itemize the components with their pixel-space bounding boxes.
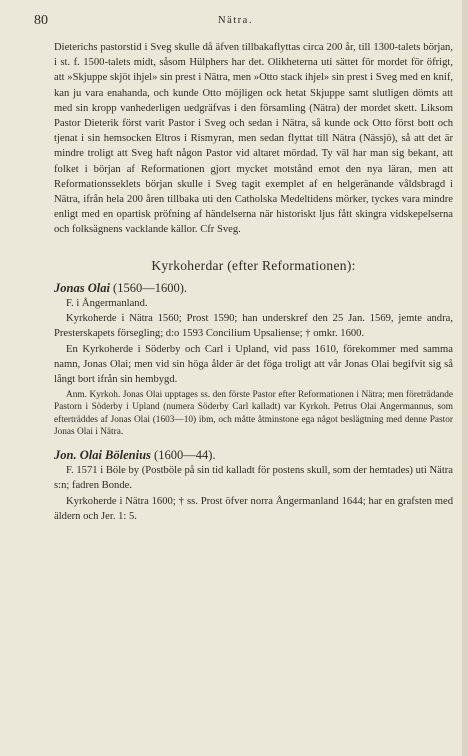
entry-spacer xyxy=(54,438,453,446)
entry-name: Jon. Olai Bölenius xyxy=(54,448,151,463)
page-edge xyxy=(462,0,468,756)
running-title: Nätra. xyxy=(218,15,253,26)
entry-paragraph: F. i Ångermanland. xyxy=(66,298,148,310)
entry-years: (1560—1600). xyxy=(113,280,187,295)
section-title: Kyrkoherdar (efter Reformationen): xyxy=(151,257,356,273)
entry-years: (1600—44). xyxy=(154,448,216,463)
entry-note: Anm. Kyrkoh. Jonas Olai upptages ss. den förste Pastor efter Reformationen i Nätra; men företrädande Pastorn i Söderby i Upland (numera Söderby Carl kalladt) var Kyrkoh. Petrus Olai Angermannus, som efterträddes af Jonas Olai (1603—10) ibm, och måtte åtminstone ega något beslägtning med denne Pastor Jonas Olai i Nätra. xyxy=(54,390,453,437)
entry-heading xyxy=(54,281,453,296)
page-header xyxy=(22,0,452,30)
entry-heading xyxy=(54,448,453,463)
page-number: 80 xyxy=(34,13,48,28)
entry-paragraph: Kyrkoherde i Nätra 1560; Prost 1590; han underskref den 25 Jan. 1569, jemte andra, Presterskapets försegling; d:o 1593 Concilium Upsaliense; † omkr. 1600. xyxy=(54,313,453,340)
entry-paragraph: En Kyrkoherde i Söderby och Carl i Upland, vid pass 1610, förekommer med samma namn, Jonas Olai; men vid sin höga ålder är det föga troligt att vår Jonas Olai begifvit sig så långt bort ifrån sin hembygd. xyxy=(54,343,453,386)
entry-paragraph: Kyrkoherde i Nätra 1600; † ss. Prost öfver norra Ångermanland 1644; har en grafsten med äldern och Jer. 1: 5. xyxy=(54,495,453,522)
entry-paragraph: F. 1571 i Böle by (Postböle på sin tid kalladt för postens skull, som der hemtades) uti Nätra s:n; fadren Bonde. xyxy=(54,465,453,492)
book-page xyxy=(22,0,452,756)
intro-paragraph: Dieterichs pastorstid i Sveg skulle då äfven tillbakaflyttas circa 200 år, till 1300-talets början, i st. f. 1500-talets midt, såsom Hülphers har det. Olikheterna uti sättet för mordet för öfrigt, att »Skjuppe skjöt ihjel» sin prest i Nätra, men »Otto stack ihjel» sin prest i Sveg med en knif, kan ju vara enahanda, och kunde Otto möjligen ock hetat Skjuppe samt slutligen dömts att med sin kropp vanhederligen uedgräfvas i den församling (Nätra) der mordet skett. Liksom Pastor Dieterik först varit Pastor i Sveg och sedan i Nätra, så kunde ock Otto först bott och tjenat i sin hemsocken Eltros i Rismyran, men sedan flyttat till Nätra (Nässjö), så att det är mindre troligt att Sveg haft någon Pastor vid altaret mördad. Ty väl har man sig bekant, att folket i början af Reformationen gjort mycket motstånd emot den nya läran, men att Reformationsseklets början skulle i Sveg tagit exemplet af en helgeränande våldsbragd i Nätra, ifrån hela 200 åren tillbaka uti den Catholska Medeltidens mörker, tyckes vara mindre enligt med en opartisk pröfning af händelserna när historiskt ljus fått skingra vidskepelserna och folksägnens vacklande källor. Cfr Sveg. xyxy=(54,42,453,236)
page-body xyxy=(54,40,453,524)
entry-name: Jonas Olai xyxy=(54,280,110,295)
